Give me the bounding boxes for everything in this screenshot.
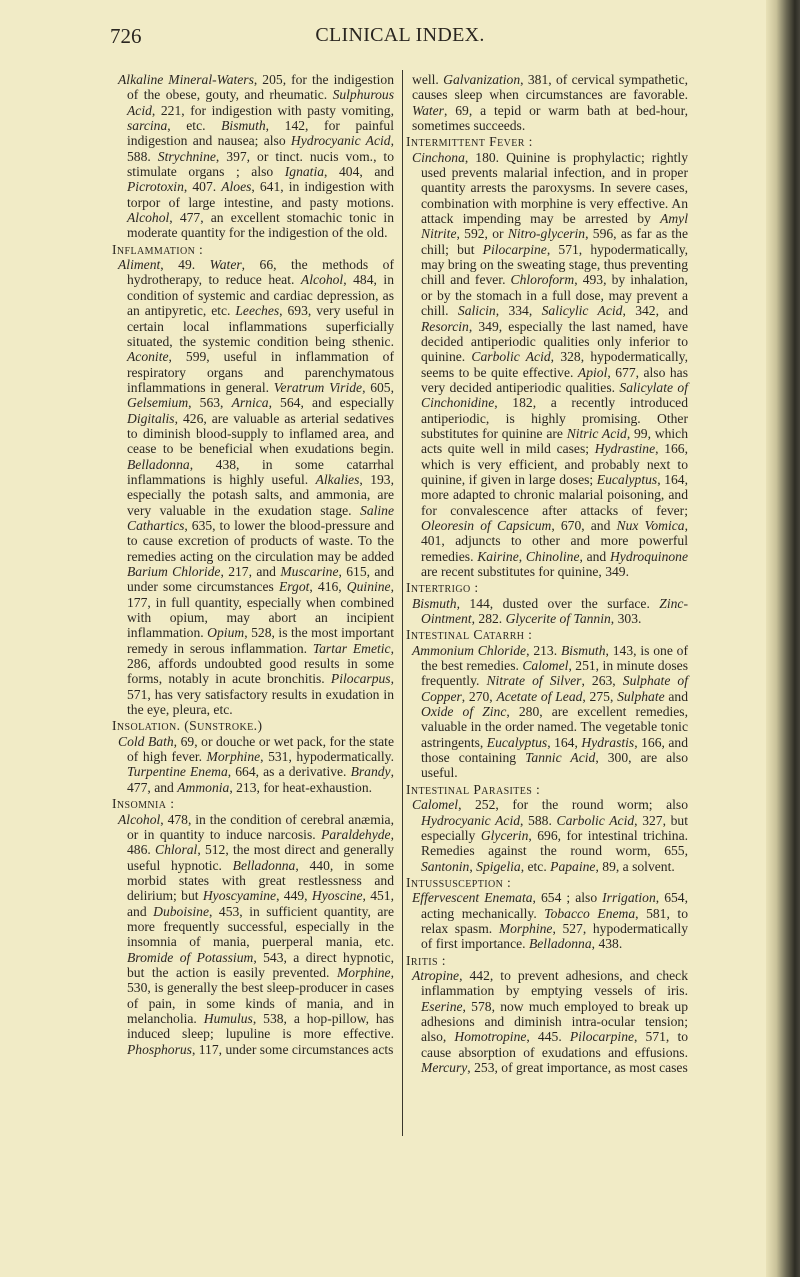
index-entry bbox=[412, 968, 688, 1075]
entry-text: , 49. bbox=[160, 257, 210, 273]
entry-text: , 596, as far as the chill; but bbox=[421, 226, 688, 257]
remedy-name: Tannic Acid bbox=[525, 750, 596, 766]
entry-text: , 442, to prevent adhesions, and check inflammation by emptying vessels of iris. bbox=[421, 967, 688, 999]
remedy-name: Oleoresin of Capsicum bbox=[421, 517, 552, 533]
remedy-name: Belladonna bbox=[232, 857, 296, 873]
entry-text: , 571, has very satisfactory results in exudation in the eye, pleura, etc. bbox=[127, 671, 394, 718]
entry-text: , 89, a solvent. bbox=[595, 858, 675, 874]
entry-text: , 300, are also useful. bbox=[421, 750, 689, 781]
index-heading: Intestinal Parasites : bbox=[406, 781, 541, 797]
entry-text: , 696, for intestinal trichina. Remedies against the round worm, 655, bbox=[421, 827, 688, 859]
entry-text: , 144, dusted over the surface. bbox=[456, 595, 660, 611]
remedy-name: Sulphate bbox=[617, 688, 665, 704]
entry-text: , 66, the methods of hydrotherapy, to reduce heat. bbox=[127, 257, 395, 288]
remedy-name: Cold Bath bbox=[118, 733, 174, 749]
entry-text: are recent substitutes for quinine, 349. bbox=[421, 564, 630, 579]
entry-text: , 484, in condition of systemic and cardiac depression, as an antipyretic, etc. bbox=[127, 272, 395, 319]
entry-text: , 282. bbox=[471, 611, 506, 627]
remedy-name: Veratrum Viride bbox=[273, 379, 363, 395]
entry-text: , 166, which is very efficient, and probably next to quinine, if given in large doses; bbox=[421, 441, 688, 487]
remedy-name: Chloroform bbox=[510, 272, 575, 288]
remedy-name: Aliment bbox=[118, 257, 161, 273]
remedy-name: Hyoscyamine bbox=[202, 888, 277, 904]
index-entry bbox=[118, 734, 394, 795]
remedy-name: Humulus bbox=[203, 1010, 253, 1026]
index-entry bbox=[412, 150, 688, 580]
entry-text: , 493, by inhalation, or by the stomach in a full dose, may prevent a chill. bbox=[421, 272, 688, 319]
entry-text: , 605, bbox=[362, 379, 394, 395]
remedy-name: Atropine bbox=[412, 967, 460, 983]
remedy-name: Calomel bbox=[522, 658, 569, 674]
entry-text: , 251, in minute doses frequently. bbox=[421, 658, 688, 689]
entry-text: , 530, is generally the best sleep-producer in cases of pain, in some kinds of mania, and in melancholia. bbox=[127, 964, 394, 1026]
entry-text: , bbox=[469, 858, 477, 874]
entry-text: , 286, affords undoubted good results in some forms, notably in acute bronchitis. bbox=[127, 640, 394, 687]
entry-text: , and bbox=[579, 548, 610, 564]
entry-text: , 654 ; also bbox=[532, 890, 603, 906]
page-title: CLINICAL INDEX. bbox=[315, 24, 485, 46]
entry-text: , 117, under some circumstances acts bbox=[191, 1041, 394, 1057]
entry-text: , 143, is one of the best remedies. bbox=[421, 642, 689, 674]
entry-text: , 453, in sufficient quantity, are more frequently successful, especially in the insomnia of mania, puerperal mania, etc. bbox=[127, 903, 394, 950]
remedy-name: Alcohol bbox=[127, 210, 170, 226]
entry-text: , 164, bbox=[547, 734, 582, 750]
remedy-name: Acetate of Lead bbox=[496, 688, 583, 704]
entry-text: , 280, are excellent remedies, valuable in the order named. The vegetable tonic astringents, bbox=[421, 704, 689, 750]
entry-text: , 334, bbox=[495, 303, 542, 319]
index-entry bbox=[412, 890, 688, 951]
remedy-name: Oxide of Zinc bbox=[421, 704, 507, 720]
remedy-name: Ignatia bbox=[284, 164, 325, 180]
column-divider bbox=[402, 70, 403, 1136]
entry-text: , 328, hypodermatically, seems to be quite effective. bbox=[421, 349, 688, 380]
remedy-name: Hydrocyanic Acid bbox=[421, 812, 521, 828]
remedy-name: Hydrastis bbox=[581, 734, 635, 750]
entry-text: , 592, or bbox=[456, 226, 508, 242]
remedy-name: Nux Vomica bbox=[616, 517, 685, 533]
entry-text: , 342, and bbox=[622, 303, 688, 319]
remedy-name: Sulphate of Copper bbox=[421, 673, 689, 704]
entry-text: , 303. bbox=[610, 611, 642, 627]
entry-text: , 180. Quinine is prophylactic; rightly used prevents malarial infection, and in proper quantity arrests the paroxysms. In severe cases, combination with morphine is very effective. An attack impending may be arrested by bbox=[421, 149, 688, 227]
remedy-name: Zinc-Ointment bbox=[421, 595, 688, 627]
index-entry bbox=[412, 596, 688, 627]
remedy-name: sarcina bbox=[127, 118, 168, 134]
entry-text: , 416, bbox=[309, 579, 347, 595]
remedy-name: Belladonna bbox=[127, 456, 190, 472]
left-column bbox=[112, 72, 395, 1057]
index-heading: Intertrigo : bbox=[406, 580, 479, 596]
remedy-name: Turpentine Enema bbox=[127, 764, 228, 780]
remedy-name: Irrigation bbox=[602, 890, 656, 906]
entry-text: , 407. bbox=[183, 179, 222, 195]
remedy-name: Mercury bbox=[421, 1060, 468, 1075]
remedy-name: Nitrate of Silver bbox=[486, 673, 582, 689]
entry-text: , 438, in some catarrhal inflammations is highly useful. bbox=[127, 456, 394, 487]
index-entry bbox=[412, 72, 688, 133]
remedy-name: Calomel bbox=[412, 797, 459, 813]
entry-text: , 213. bbox=[526, 642, 561, 658]
remedy-name: Duboisine bbox=[153, 903, 210, 919]
remedy-name: Aloes bbox=[221, 179, 252, 195]
remedy-name: Eserine bbox=[421, 998, 463, 1014]
remedy-name: Cinchona bbox=[412, 149, 465, 165]
entry-text: , 531, hypodermatically. bbox=[260, 749, 394, 765]
entry-text: , 670, and bbox=[551, 517, 617, 533]
remedy-name: Eucalyptus bbox=[486, 734, 548, 750]
entry-text: , 270, bbox=[461, 688, 497, 704]
remedy-name: Chloral bbox=[155, 842, 198, 858]
entry-text: , 538, a hop-pillow, has induced sleep; lupuline is more effective. bbox=[127, 1010, 395, 1042]
remedy-name: Alcohol bbox=[300, 272, 344, 288]
remedy-name: Papaine bbox=[550, 858, 596, 874]
remedy-name: Bismuth bbox=[560, 642, 606, 658]
entry-text: , 641, in indigestion with torpor of large intestine, and pasty motions. bbox=[127, 179, 394, 210]
entry-text: , 438. bbox=[591, 936, 623, 952]
entry-text: , 99, which acts quite well in mild cases; bbox=[421, 425, 688, 457]
remedy-name: Carbolic Acid bbox=[471, 349, 551, 365]
remedy-name: Morphine bbox=[498, 920, 553, 936]
entry-text: , 397, or tinct. nucis vom., to stimulate organs ; also bbox=[127, 148, 395, 180]
index-entry bbox=[412, 643, 688, 781]
entry-text: , 477, and bbox=[127, 764, 394, 795]
remedy-name: Ammonium Chloride bbox=[412, 642, 527, 658]
remedy-name: Apiol bbox=[577, 364, 608, 380]
entry-text: , 588. bbox=[520, 812, 557, 828]
remedy-name: Santonin bbox=[421, 858, 470, 874]
remedy-name: Tartar Emetic bbox=[312, 640, 391, 656]
entry-text: , bbox=[518, 548, 526, 564]
entry-text: , 349, especially the last named, have decided antiperiodic qualities only inferior to quinine. bbox=[421, 318, 688, 365]
remedy-name: Bismuth bbox=[221, 118, 266, 134]
index-heading: Iritis : bbox=[406, 952, 446, 968]
entry-text: , 677, also has very decided antiperiodic qualities. bbox=[421, 364, 688, 395]
entry-text: , 426, are valuable as arterial sedatives to diminish blood-supply to inflamed area, and cease to be beneficial when exudations begin. bbox=[127, 410, 394, 457]
remedy-name: Homotropine bbox=[454, 1029, 527, 1045]
index-heading: Intermittent Fever : bbox=[406, 134, 533, 150]
entry-text: , 164, more adapted to chronic malarial poisoning, and for convalescence after attacks of fever; bbox=[421, 471, 688, 518]
entry-text: , 193, especially the potash salts, and ammonia, are very valuable in the exudation stage. bbox=[127, 471, 394, 518]
entry-text: , 527, hypodermatically of first importance. bbox=[421, 920, 688, 952]
index-heading: Intestinal Catarrh : bbox=[406, 627, 533, 643]
entry-text: , 440, in some morbid states with great restlessness and delirium; but bbox=[127, 857, 394, 904]
remedy-name: Glycerin bbox=[480, 827, 529, 843]
index-entry bbox=[118, 72, 394, 241]
entry-text: , 445. bbox=[526, 1029, 570, 1045]
remedy-name: Water bbox=[412, 102, 444, 118]
remedy-name: Leeches bbox=[235, 303, 280, 319]
index-entry bbox=[412, 797, 688, 874]
remedy-name: Digitalis bbox=[127, 410, 175, 426]
entry-text: , etc. bbox=[167, 118, 222, 134]
remedy-name: Bromide of Potassium bbox=[127, 949, 254, 965]
remedy-name: Nitric Acid bbox=[566, 425, 627, 441]
entry-text: , 564, and especially bbox=[268, 395, 395, 411]
remedy-name: Eucalyptus bbox=[596, 471, 658, 487]
entry-text: , 381, of cervical sympathetic, causes sleep when circumstances are favorable. bbox=[412, 72, 689, 103]
remedy-name: Pilocarpine bbox=[482, 241, 547, 257]
entry-text: , 581, to relax spasm. bbox=[421, 905, 688, 936]
entry-text: , 578, now much employed to break up adhesions and diminish intra-ocular tension; also, bbox=[421, 998, 688, 1045]
remedy-name: Muscarine bbox=[280, 564, 339, 579]
entry-text: and bbox=[664, 688, 689, 704]
entry-text: , 142, for painful indigestion and nausea; also bbox=[127, 118, 394, 149]
remedy-name: Effervescent Enemata bbox=[412, 890, 533, 906]
remedy-name: Salicylic Acid bbox=[541, 303, 623, 319]
entry-text: , 563, bbox=[188, 395, 232, 411]
entry-text: , 571, hypodermatically, may bring on the sweating stage, thus preventing chill and fever. bbox=[421, 241, 689, 288]
remedy-name: Pilocarpine bbox=[569, 1029, 635, 1045]
remedy-name: Alkalies bbox=[315, 471, 360, 487]
remedy-name: Carbolic Acid bbox=[556, 812, 635, 828]
entry-text: , 512, the most direct and generally useful hypnotic. bbox=[127, 842, 394, 873]
remedy-name: Resorcin bbox=[421, 318, 469, 334]
remedy-name: Salicin bbox=[457, 303, 496, 319]
remedy-name: Aconite bbox=[127, 349, 169, 365]
remedy-name: Alcohol bbox=[118, 811, 161, 827]
remedy-name: Quinine bbox=[346, 579, 391, 595]
entry-text: , 478, in the condition of cerebral anæmia, or in quantity to induce narcosis. bbox=[127, 811, 394, 842]
entry-text: , 177, in full quantity, especially when combined with opium, may abort an incipient inflammation. bbox=[127, 579, 394, 641]
remedy-name: Gelsemium bbox=[127, 395, 189, 411]
remedy-name: Pilocarpus bbox=[330, 671, 391, 687]
index-entry bbox=[118, 812, 394, 1058]
entry-text: , 571, to cause absorption of exudations and effusions. bbox=[421, 1029, 689, 1060]
remedy-name: Glycerite of Tannin bbox=[505, 611, 611, 627]
entry-text: , 221, for indigestion with pasty vomiting, bbox=[151, 102, 394, 118]
remedy-name: Hydrastine bbox=[594, 441, 656, 457]
remedy-name: Morphine bbox=[206, 749, 261, 765]
entry-text: , 327, but especially bbox=[421, 812, 689, 843]
remedy-name: Galvanization bbox=[443, 72, 521, 87]
index-entry bbox=[118, 257, 394, 717]
entry-text: , 477, an excellent stomachic tonic in moderate quantity for the indigestion of the old. bbox=[127, 210, 394, 241]
entry-text: , 588. bbox=[127, 133, 394, 164]
index-heading: Inflammation : bbox=[112, 241, 204, 257]
remedy-name: Paraldehyde bbox=[321, 826, 391, 842]
entry-text: , 275, bbox=[582, 688, 618, 704]
entry-text: , etc. bbox=[520, 858, 551, 874]
entry-text: , 404, and bbox=[324, 164, 394, 180]
remedy-name: Hyoscine bbox=[311, 888, 363, 904]
remedy-name: Morphine bbox=[336, 964, 391, 980]
remedy-name: Alkaline Mineral-Waters bbox=[118, 72, 254, 87]
remedy-name: Saline Cathartics bbox=[127, 502, 394, 533]
index-heading: Intussusception : bbox=[406, 874, 512, 890]
remedy-name: Amyl Nitrite bbox=[421, 211, 688, 242]
running-head bbox=[110, 24, 690, 48]
entry-text: , 449, bbox=[276, 888, 312, 904]
entry-text: , 217, and bbox=[220, 564, 281, 579]
entry-text: , 401, adjuncts to other and more powerful remedies. bbox=[421, 517, 688, 564]
entry-text: , 543, a direct hypnotic, but the action is easily prevented. bbox=[127, 949, 394, 980]
entry-text: , 182, a recently introduced antiperiodic, is highly promising. Other substitutes for quinine are bbox=[421, 395, 688, 441]
remedy-name: Belladonna bbox=[528, 936, 592, 952]
entry-text: , 252, for the round worm; also bbox=[458, 797, 688, 813]
entry-text: , 615, and under some circumstances bbox=[127, 564, 394, 595]
remedy-name: Barium Chloride bbox=[127, 564, 221, 579]
remedy-name: Bismuth bbox=[412, 595, 457, 611]
remedy-name: Chinoline bbox=[525, 548, 580, 564]
remedy-name: Opium bbox=[207, 625, 245, 641]
index-heading: Insomnia : bbox=[112, 796, 175, 812]
remedy-name: Tobacco Enema bbox=[544, 905, 636, 921]
remedy-name: Brandy bbox=[350, 764, 391, 780]
book-binding-edge bbox=[766, 0, 800, 1277]
remedy-name: Nitro-glycerin bbox=[507, 226, 586, 242]
remedy-name: Spigelia bbox=[476, 858, 521, 874]
entry-text: , 205, for the indigestion of the obese, gouty, and rheumatic. bbox=[127, 72, 394, 103]
remedy-name: Salicylate of Cinchonidine bbox=[421, 379, 688, 411]
entry-text: well. bbox=[412, 72, 444, 87]
entry-text: , 693, very useful in certain local inflammations superficially situated, the systemic condition being sthenic. bbox=[127, 303, 395, 349]
entry-text: , 166, and those containing bbox=[421, 734, 688, 766]
remedy-name: Hydrocyanic Acid bbox=[290, 133, 391, 149]
entry-text: , 528, is the most important remedy in serous inflammation. bbox=[127, 625, 394, 656]
entry-text: , 451, and bbox=[127, 888, 395, 919]
remedy-name: Ergot bbox=[278, 579, 310, 595]
remedy-name: Strychnine bbox=[157, 148, 216, 164]
remedy-name: Phosphorus bbox=[127, 1041, 192, 1057]
entry-text: , 69, a tepid or warm bath at bed-hour, sometimes succeeds. bbox=[412, 102, 688, 134]
right-column bbox=[406, 72, 689, 1075]
page-number: 726 bbox=[110, 24, 142, 48]
remedy-name: Ammonia bbox=[177, 779, 230, 795]
remedy-name: Picrotoxin bbox=[127, 179, 184, 195]
entry-text: , 486. bbox=[127, 826, 394, 858]
entry-text: , 635, to lower the blood-pressure and to cause excretion of products of waste. To the remedies acting on the circulation may be added bbox=[127, 517, 394, 564]
entry-text: , 263, bbox=[581, 673, 623, 689]
entry-text: , 654, acting mechanically. bbox=[421, 890, 689, 921]
remedy-name: Kairine bbox=[477, 548, 519, 564]
remedy-name: Hydroquinone bbox=[609, 548, 688, 564]
entry-text: , 253, of great importance, as most cases bbox=[467, 1060, 688, 1075]
index-heading: Insolation. (Sunstroke.) bbox=[112, 718, 263, 734]
remedy-name: Arnica bbox=[231, 395, 269, 411]
entry-text: , 69, or douche or wet pack, for the state of high fever. bbox=[127, 733, 394, 765]
entry-text: , 213, for heat-exhaustion. bbox=[229, 779, 373, 795]
remedy-name: Water bbox=[209, 257, 242, 273]
entry-text: , 664, as a derivative. bbox=[227, 764, 351, 780]
entry-text: , 599, useful in inflammation of respiratory organs and parenchymatous inflammations in general. bbox=[127, 349, 394, 395]
remedy-name: Sulphurous Acid bbox=[127, 87, 394, 118]
